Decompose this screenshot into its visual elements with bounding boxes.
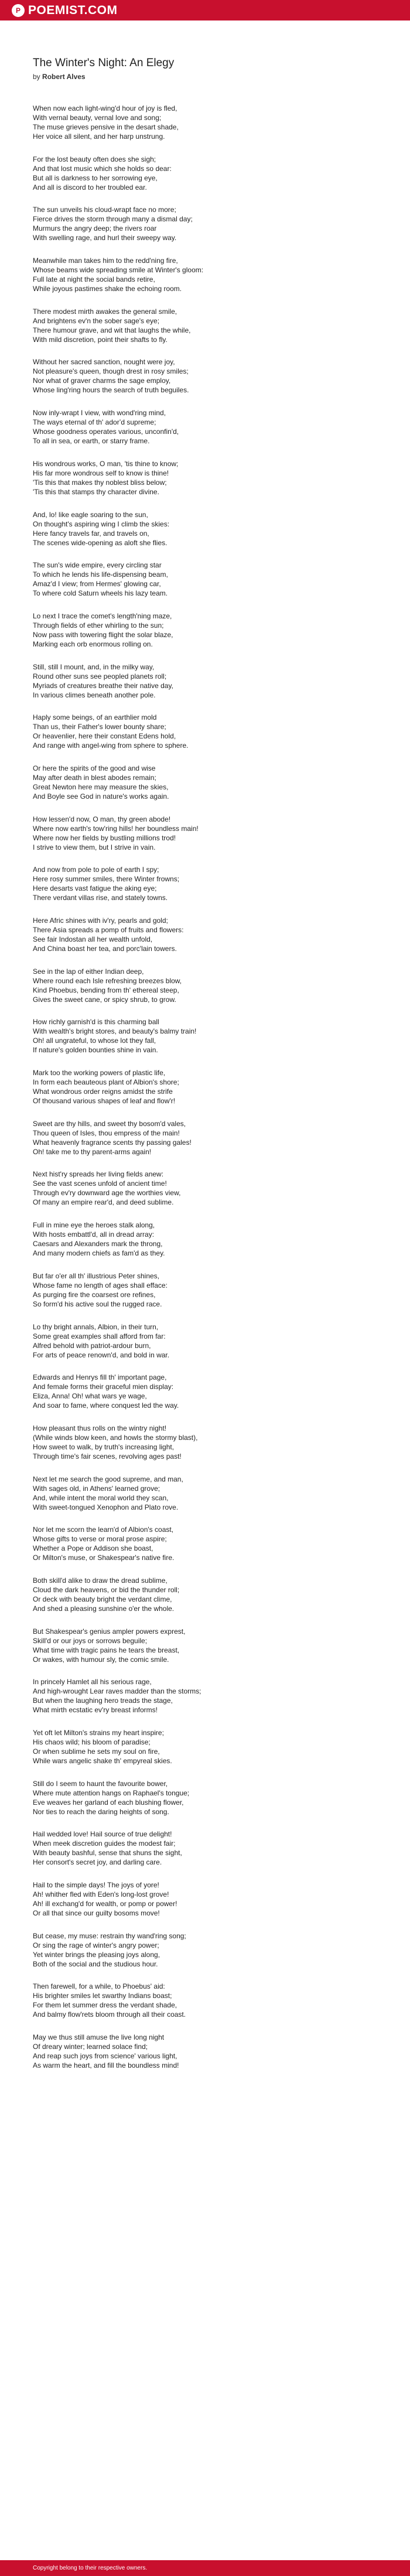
- poem-line: And range with angel-wing from sphere to sphere.: [33, 741, 189, 750]
- top-bar: [0, 0, 410, 20]
- poem-line: Through ev'ry downward age the worthies view,: [33, 1189, 181, 1198]
- poem-line: With sweet-tongued Xenophon and Plato rove.: [33, 1503, 179, 1511]
- poem-line: Whose beams wide spreading smile at Winter's gloom:: [33, 266, 204, 275]
- poem-line: Where now her fields by bustling millions trod!: [33, 833, 176, 842]
- poem-line: Both skill'd alike to draw the dread sublime,: [33, 1576, 168, 1585]
- poem-line: Or Milton's muse, or Shakespear's native fire.: [33, 1554, 175, 1562]
- poem-line: And, lo! like eagle soaring to the sun,: [33, 510, 148, 519]
- poem-line: With swelling rage, and hurl their sweepy way.: [33, 234, 177, 242]
- poem-line: Here fancy travels far, and travels on,: [33, 529, 149, 538]
- poem-line: What wondrous order reigns amidst the strife: [33, 1087, 173, 1096]
- stanza: [33, 155, 384, 192]
- poem-line: See the vast scenes unfold of ancient time!: [33, 1179, 167, 1188]
- poem-line: His brighter smiles let swarthy Indians boast;: [33, 1992, 172, 2000]
- poem-line: Alfred behold with patriot-ardour burn,: [33, 1341, 151, 1350]
- stanza: [33, 1576, 384, 1613]
- poem-line: Through time's fair scenes, revolving ages past!: [33, 1452, 182, 1460]
- stanza: [33, 1271, 384, 1309]
- poem-line: Then farewell, for a while, to Phoebus' aid:: [33, 1982, 165, 1991]
- poem-line: Her voice all silent, and her harp unstrung.: [33, 132, 165, 141]
- poem-line: Than us, their Father's lower bounty share;: [33, 723, 166, 731]
- poem-line: The muse grieves pensive in the desart shade,: [33, 123, 179, 131]
- poem-line: To which he lends his life-dispensing beam,: [33, 570, 168, 579]
- poem-line: Gives the sweet cane, or spicy shrub, to grow.: [33, 995, 176, 1004]
- poem-line: May after death in blest abodes remain;: [33, 773, 156, 782]
- poem-line: Of dreary winter; learned solace find;: [33, 2043, 148, 2051]
- poem-line: There humour grave, and wit that laughs the while,: [33, 326, 191, 334]
- poem-line: Not pleasure's queen, though drest in rosy smiles;: [33, 367, 189, 376]
- stanza: [33, 611, 384, 649]
- poem-line: For arts of peace renown'd, and bold in war.: [33, 1350, 170, 1359]
- stanza: [33, 1728, 384, 1766]
- poem-line: Full late at night the social bands retire,: [33, 275, 155, 284]
- poem-line: Here desarts vast fatigue the aking eye;: [33, 884, 157, 893]
- poem-line: There modest mirth awakes the general smile,: [33, 307, 177, 316]
- stanza: [33, 662, 384, 700]
- poem-line: And reap such joys from science' various light,: [33, 2052, 177, 2061]
- poem-line: In various climes beneath another pole.: [33, 690, 156, 699]
- poem-line: As warm the heart, and fill the boundless mind!: [33, 2061, 179, 2070]
- poem-line: But cease, my muse: restrain thy wand'ring song;: [33, 1931, 186, 1940]
- poem-line: Or sing the rage of winter's angry power;: [33, 1941, 159, 1949]
- poem-line: With vernal beauty, vernal love and song;: [33, 114, 162, 122]
- poem-line: Sweet are thy hills, and sweet thy bosom'd vales,: [33, 1119, 186, 1128]
- poem-line: What heavenly fragrance scents thy passing gales!: [33, 1138, 192, 1147]
- stanza: [33, 2033, 384, 2070]
- poem-line: Hail wedded love! Hail source of true delight!: [33, 1830, 172, 1839]
- stanza: [33, 1677, 384, 1715]
- poem-line: Through fields of ether whirling to the sun;: [33, 621, 164, 630]
- poem-line: Yet winter brings the pleasing joys along,: [33, 1950, 160, 1959]
- poem-line: Cloud the dark heavens, or bid the thunder roll;: [33, 1585, 180, 1594]
- poem-line: When meek discretion guides the modest fair;: [33, 1839, 176, 1848]
- poem-line: What mirth ecstatic ev'ry breast informs!: [33, 1706, 158, 1715]
- poem-line: Amaz'd I view; from Hermes' glowing car,: [33, 580, 161, 589]
- stanza: [33, 1220, 384, 1258]
- poem-line: Next let me search the good supreme, and man,: [33, 1475, 183, 1483]
- stanza: [33, 713, 384, 750]
- poem-line: Lo next I trace the comet's length'ning maze,: [33, 611, 172, 620]
- poem-line: When now each light-wing'd hour of joy is fled,: [33, 104, 177, 112]
- poem-line: With beauty bashful, sense that shuns the sight,: [33, 1849, 182, 1857]
- poem-line: Eliza, Anna! Oh! what wars ye wage,: [33, 1392, 147, 1401]
- poem-line: What time with tragic pains he tears the breast,: [33, 1646, 180, 1654]
- poem-line: Or here the spirits of the good and wise: [33, 764, 156, 772]
- poem-line: See in the lap of either Indian deep,: [33, 967, 144, 976]
- poem-line: How richly garnish'd is this charming ball: [33, 1018, 159, 1027]
- poem-line: And China boast her tea, and porc'lain towers.: [33, 945, 177, 953]
- poem-line: For them let summer dress the verdant shade,: [33, 2001, 177, 2010]
- poem-line: May we thus still amuse the live long night: [33, 2033, 165, 2042]
- stanza: [33, 1322, 384, 1360]
- poem-line: I strive to view them, but I strive in vain.: [33, 843, 156, 851]
- poem-line: Marking each orb enormous rolling on.: [33, 639, 153, 648]
- stanza: [33, 1931, 384, 1969]
- poem-line: There Asia spreads a pomp of fruits and flowers:: [33, 926, 184, 934]
- poem-line: To where cold Saturn wheels his lazy team.: [33, 589, 168, 598]
- poem-body: [33, 104, 384, 2070]
- poem-line: In princely Hamlet all his serious rage,: [33, 1678, 152, 1686]
- poem-line: Whether a Pope or Addison she boast,: [33, 1544, 153, 1553]
- poem-line: Without her sacred sanction, nought were joy,: [33, 358, 175, 367]
- stanza: [33, 1373, 384, 1410]
- poem-line: With mild discretion, point their shafts to fly.: [33, 335, 168, 344]
- poem-line: Or when sublime he sets my soul on fire,: [33, 1747, 160, 1756]
- poem-line: Skill'd or our joys or sorrows beguile;: [33, 1636, 148, 1645]
- poem-line: On thought's aspiring wing I climb the skies:: [33, 519, 170, 528]
- poem-line: Still, still I mount, and, in the milky way,: [33, 662, 155, 671]
- stanza: [33, 459, 384, 497]
- logo-text: POEMIST.COM: [28, 4, 118, 17]
- poem-line: How lessen'd now, O man, thy green abode!: [33, 815, 171, 823]
- logo-quill-icon: P: [12, 4, 25, 17]
- stanza: [33, 1627, 384, 1664]
- poem-line: Round other suns see peopled planets roll;: [33, 672, 167, 680]
- stanza: [33, 815, 384, 852]
- poem-line: Yet oft let Milton's strains my heart inspire;: [33, 1729, 164, 1737]
- stanza: [33, 256, 384, 293]
- poem-line: Of many an empire rear'd, and deed sublime.: [33, 1198, 174, 1207]
- poem-line: But when the laughing hero treads the stage,: [33, 1696, 173, 1705]
- poem-line: Ah! whither fled with Eden's long-lost grove!: [33, 1890, 169, 1899]
- poem-line: Or deck with beauty bright the verdant clime,: [33, 1595, 172, 1603]
- poem-line: Where mute attention hangs on Raphael's tongue;: [33, 1788, 190, 1797]
- poem-title: The Winter's Night: An Elegy: [33, 57, 175, 69]
- poem-line: Eve weaves her garland of each blushing flower,: [33, 1798, 184, 1807]
- poem-line: Whose fame no length of ages shall efface:: [33, 1281, 168, 1289]
- poem-line: Here rosy summer smiles, there Winter frowns;: [33, 875, 180, 884]
- poem-line: The ways eternal of th' adorʼd supreme;: [33, 418, 156, 427]
- poem-line: Of thousand various shapes of leaf and flow'r!: [33, 1097, 176, 1106]
- stanza: [33, 104, 384, 141]
- stanza: [33, 307, 384, 344]
- stanza: [33, 865, 384, 902]
- poem-line: Her consort's secret joy, and darling care.: [33, 1858, 162, 1867]
- poem-line: And many modern chiefs as fam'd as they.: [33, 1249, 165, 1258]
- poem-line: Here Afric shines with iv'ry, pearls and gold;: [33, 916, 168, 925]
- poem-line: Mark too the working powers of plastic life,: [33, 1069, 166, 1077]
- site-logo[interactable]: [12, 4, 118, 17]
- poem-line: Whose gifts to verse or moral prose aspire;: [33, 1535, 167, 1544]
- stanza: [33, 560, 384, 598]
- stanza: [33, 408, 384, 446]
- poem-line: His wondrous works, O man, 'tis thine to know;: [33, 459, 179, 468]
- poem-line: And high-wrought Lear raves madder than the storms;: [33, 1687, 201, 1696]
- poem-line: Still do I seem to haunt the favourite bower,: [33, 1779, 168, 1788]
- stanza: [33, 1119, 384, 1157]
- stanza: [33, 1068, 384, 1106]
- poem-line: And brightens ev'n the sober sage's eye;: [33, 316, 160, 325]
- poem-line: His far more wondrous self to know is thine!: [33, 468, 169, 477]
- poem-line: So form'd his active soul the rugged race.: [33, 1299, 162, 1308]
- poem-line: With wealth's bright stores, and beauty's balmy train!: [33, 1027, 197, 1036]
- poem-line: Kind Phoebus, bending from th' ethereal steep,: [33, 986, 179, 994]
- stanza: [33, 1424, 384, 1461]
- poem-line: Full in mine eye the heroes stalk along,: [33, 1221, 155, 1230]
- poem-article: [33, 56, 384, 2084]
- poem-line: Some great examples shall afford from far:: [33, 1332, 166, 1340]
- poem-line: And that lost music which she holds so dear:: [33, 164, 172, 173]
- stanza: [33, 1475, 384, 1512]
- stanza: [33, 1829, 384, 1867]
- poem-line: To all in sea, or earth, or starry frame.: [33, 437, 150, 446]
- poem-line: 'Tis this that stamps thy character divine.: [33, 487, 159, 496]
- stanza: [33, 205, 384, 242]
- poem-line: And soar to fame, where conquest led the way.: [33, 1401, 179, 1410]
- poem-line: And all is discord to her troubled ear.: [33, 183, 147, 191]
- poem-line: While wars angelic shake th' empyreal skies.: [33, 1757, 172, 1765]
- poem-line: But all is darkness to her sorrowing eye,: [33, 173, 158, 182]
- poem-line: But far o'er all th' illustrious Peter shines,: [33, 1271, 160, 1280]
- poem-line: Oh! all ungrateful, to whose lot they fall,: [33, 1036, 156, 1045]
- poem-line: Haply some beings, of an earthlier mold: [33, 713, 157, 722]
- poem-line: The sun's wide empire, every circling star: [33, 561, 162, 570]
- poem-line: There verdant villas rise, and stately towns.: [33, 894, 168, 902]
- poem-line: Lo thy bright annals, Albion, in their turn,: [33, 1322, 159, 1331]
- poem-line: Or all that since our guilty bosoms move!: [33, 1909, 160, 1918]
- poem-line: With hosts embattl'd, all in dread array:: [33, 1230, 155, 1239]
- stanza: [33, 916, 384, 953]
- poem-line: His chaos wild; his bloom of paradise;: [33, 1738, 151, 1746]
- poem-line: Or wakes, with humour sly, the comic smile.: [33, 1655, 169, 1664]
- poem-line: See fair Indostan all her wealth unfold,: [33, 935, 153, 943]
- poem-line: Nor let me scorn the learn'd of Albion's coast,: [33, 1525, 174, 1534]
- poem-line: The sun unveils his cloud-wrapt face no more;: [33, 206, 176, 214]
- poem-line: But Shakespear's genius ampler powers exprest,: [33, 1627, 186, 1636]
- stanza: [33, 967, 384, 1004]
- author-name[interactable]: Robert Alves: [42, 73, 86, 81]
- poem-line: And balmy flow'rets bloom through all their coast.: [33, 2010, 186, 2019]
- poem-line: 'Tis this that makes thy noblest bliss below;: [33, 478, 167, 487]
- poem-line: Where round each Isle refreshing breezes blow,: [33, 976, 182, 985]
- poem-line: And now from pole to pole of earth I spy;: [33, 865, 159, 874]
- poem-line: In form each beauteous plant of Albion's shore;: [33, 1078, 179, 1087]
- poem-line: Meanwhile man takes him to the redd'ning fire,: [33, 256, 178, 265]
- poem-line: Both of the social and the studious hour.: [33, 1959, 158, 1968]
- stanza: [33, 1779, 384, 1816]
- poem-line: Thou queen of Isles, thou empress of the main!: [33, 1128, 180, 1137]
- poem-line: And female forms their graceful mien display:: [33, 1383, 174, 1391]
- stanza: [33, 764, 384, 801]
- poem-line: Oh! take me to thy parent-arms again!: [33, 1147, 152, 1156]
- stanza: [33, 1982, 384, 2019]
- poem-line: Nor ties to reach the daring heights of song.: [33, 1807, 169, 1816]
- poem-line: How pleasant thus rolls on the wintry night!: [33, 1424, 167, 1432]
- poem-line: Whose goodness operates various, unconfin'd,: [33, 427, 179, 436]
- copyright-text: Copyright belong to their respective owners.: [33, 2565, 148, 2571]
- poem-line: Great Newton here may measure the skies,: [33, 782, 169, 791]
- poem-line: How sweet to walk, by truth's increasing light,: [33, 1442, 175, 1451]
- poem-line: Where now earth's tow'ring hills! her boundless main!: [33, 824, 199, 833]
- poem-line: As purging fire the coarsest ore refines,: [33, 1290, 156, 1299]
- byline-prefix: by: [33, 73, 40, 81]
- stanza: [33, 357, 384, 395]
- poem-line: Whose ling'ring hours the search of truth beguiles.: [33, 386, 189, 395]
- poem-line: Now pass with towering flight the solar blaze,: [33, 630, 173, 639]
- stanza: [33, 1169, 384, 1207]
- poem-line: Myriads of creatures breathe their native day,: [33, 681, 173, 690]
- stanza: [33, 1525, 384, 1562]
- poem-line: Caesars and Alexanders mark the throng,: [33, 1240, 163, 1248]
- poem-line: Hail to the simple days! The joys of yore!: [33, 1881, 159, 1890]
- poem-line: If nature's golden bounties shine in vain.: [33, 1046, 158, 1055]
- poem-line: While joyous pastimes shake the echoing room.: [33, 285, 182, 293]
- poem-line: Murmurs the angry deep; the rivers roar: [33, 224, 157, 233]
- poem-line: Fierce drives the storm through many a dismal day;: [33, 215, 193, 224]
- poem-line: And, while intent the moral world they scan,: [33, 1493, 169, 1502]
- byline: [33, 72, 384, 81]
- poem-line: Or heavenlier, here their constant Edens hold,: [33, 732, 176, 741]
- poem-line: And Boyle see God in nature's works again.: [33, 792, 169, 800]
- stanza: [33, 1880, 384, 1918]
- footer-bar: [0, 2560, 410, 2576]
- poem-line: For the lost beauty often does she sigh;: [33, 155, 156, 163]
- stanza: [33, 510, 384, 548]
- poem-line: (While winds blow keen, and howls the stormy blast),: [33, 1433, 198, 1442]
- poem-line: Ah! ill exchang'd for wealth, or pomp or power!: [33, 1900, 177, 1908]
- stanza: [33, 1017, 384, 1055]
- poem-line: Edwards and Henrys fill th' important page,: [33, 1373, 167, 1382]
- poem-line: Next hist'ry spreads her living fields anew:: [33, 1170, 164, 1179]
- poem-line: Now inly-wrapt I view, with wond'ring mind,: [33, 409, 166, 418]
- poem-line: Nor what of graver charms the sage employ,: [33, 377, 171, 385]
- poem-line: With sages old, in Athens' learned grove;: [33, 1484, 160, 1493]
- poem-line: The scenes wide-opening as aloft she flies.: [33, 538, 168, 547]
- poem-line: And shed a pleasing sunshine o'er the whole.: [33, 1604, 175, 1613]
